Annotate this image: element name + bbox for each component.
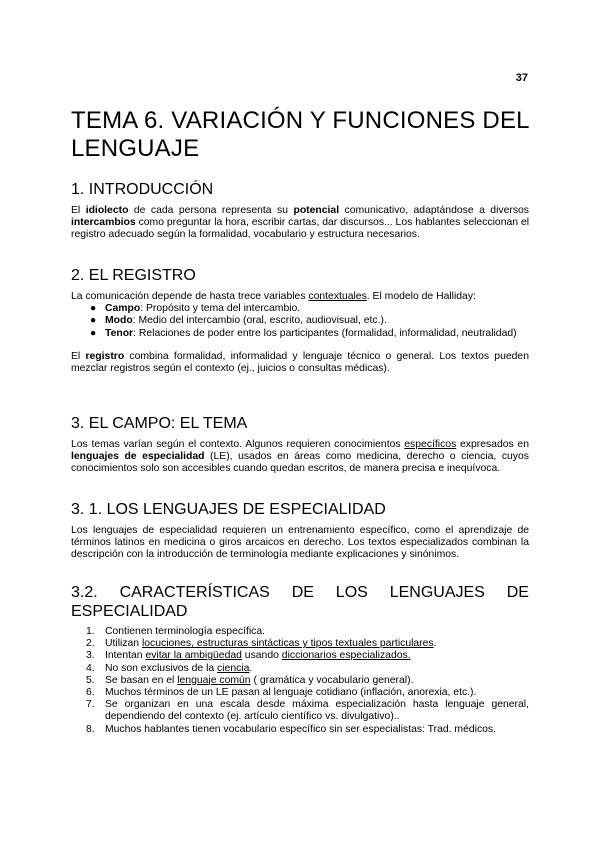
list-number: 5. (86, 674, 95, 686)
section-heading-line-1 (71, 583, 529, 602)
text-run: ( gramática y vocabulario general). (250, 674, 414, 686)
text-run: Utilizan (105, 638, 142, 650)
heading-word: DE (506, 584, 529, 601)
text-run: combina formalidad, informalidad y lenguaje técnico o general. Los textos pueden mezclar registros según el contexto (ej., juicios o consultas médicas). (71, 350, 529, 375)
list-item-text (105, 303, 300, 314)
underlined-term: diccionarios especializados. (281, 650, 411, 662)
text-run: usando (241, 650, 282, 662)
bold-term: Modo (105, 315, 133, 327)
list-item (71, 724, 529, 736)
bold-term: idiolecto (85, 205, 129, 216)
text-run: expresados en (456, 439, 529, 450)
underlined-term: contextuales (308, 291, 367, 302)
bullet-marker: ● (90, 315, 97, 327)
text-run: . (249, 662, 253, 674)
list-item-text (105, 687, 476, 698)
bullet-marker: ● (90, 327, 97, 339)
section-heading: 1. INTRODUCCIÓN (71, 181, 214, 198)
heading-word: DE (291, 584, 314, 601)
text-run: No son exclusivos de la (105, 662, 218, 674)
text-run: Muchos hablantes tienen vocabulario específico sin ser especialistas: Trad. médicos. (105, 723, 497, 735)
text-run: Se basan en el (105, 674, 178, 686)
text-run: El (71, 205, 86, 216)
text-run: comunicativo, adaptándose a diversos (339, 205, 530, 216)
section-introduccion (71, 180, 529, 242)
section-heading-line-2: ESPECIALIDAD (71, 603, 188, 620)
heading-word: LOS (335, 584, 368, 601)
text-run: Los lenguajes de especialidad requieren un entrenamiento específico, como el aprendizaje de términos latinos en medicina o giros arcaicos en derecho. Los textos especializados combinan la descripción con la introducción de terminología mediante explicaciones y sinónimos. (71, 525, 529, 561)
paragraph (71, 205, 529, 242)
text-run: Los temas varían según el contexto. Algunos requieren conocimientos (71, 439, 405, 450)
bullet-marker: ● (90, 303, 97, 315)
paragraph (71, 351, 529, 375)
section-heading: 2. EL REGISTRO (71, 267, 196, 284)
list-number: 4. (86, 662, 95, 674)
characteristics-list (71, 626, 529, 736)
text-run: Se organizan en una escala desde máxima especialización hasta lenguaje general, dependiendo del contexto (ej. artículo científico vs. divulgativo).. (105, 699, 529, 723)
list-item-text (105, 315, 387, 326)
heading-word: LENGUAJES (389, 584, 485, 601)
section-heading: 3. EL CAMPO: EL TEMA (71, 415, 248, 432)
list-item-text (105, 663, 252, 674)
halliday-variable-list (71, 303, 529, 340)
text-run: como preguntar la hora, escribir cartas, dar discursos... Los hablantes seleccionan el registro adecuado según la formalidad, vocabulario y estructura necesarios. (71, 217, 529, 241)
section-heading: 3. 1. LOS LENGUAJES DE ESPECIALIDAD (71, 501, 386, 518)
text-run: Contienen terminología específica. (105, 626, 265, 637)
text-run: El (71, 350, 86, 362)
section-campo-tema (71, 414, 529, 476)
bold-term: potencial (293, 205, 340, 216)
list-item (71, 675, 529, 687)
paragraph (71, 525, 529, 562)
underlined-term: ciencia (217, 662, 250, 674)
text-run: : Propósito y tema del intercambio. (140, 303, 301, 315)
list-item (71, 638, 529, 650)
section-registro (71, 266, 529, 375)
text-run: . (433, 638, 437, 650)
bold-term: Tenor (105, 327, 134, 339)
text-run: (LE), usados en áreas como medicina, derecho o ciencia, cuyos conocimientos solo son accesibles cuando quedan escritos, de manera precisa e inequívoca. (71, 451, 529, 475)
text-run: . El modelo de Halliday: (366, 291, 476, 302)
section-lenguajes-especialidad (71, 500, 529, 562)
list-item (71, 699, 529, 723)
paragraph (71, 291, 529, 303)
list-item-text (105, 626, 265, 637)
page-number: 37 (515, 72, 528, 84)
list-item (71, 328, 529, 340)
heading-word: CARACTERÍSTICAS (119, 584, 270, 601)
text-run: : Relaciones de poder entre los participantes (formalidad, informalidad, neutralidad) (133, 327, 517, 339)
list-item-text (105, 724, 496, 735)
heading-word: 3.2. (71, 584, 98, 601)
list-item (71, 315, 529, 327)
list-item-text (105, 328, 517, 339)
list-item-text (105, 675, 413, 686)
text-run: de cada persona representa su (128, 205, 294, 216)
section-caracteristicas (71, 583, 529, 736)
bold-term: lenguajes de especialidad (71, 451, 205, 463)
text-run: : Medio del intercambio (oral, escrito, audiovisual, etc.). (132, 315, 387, 327)
bold-term: intercambios (71, 217, 136, 229)
list-item-text (105, 650, 411, 661)
list-number: 2. (86, 638, 95, 650)
list-item (71, 687, 529, 699)
chapter-title: TEMA 6. VARIACIÓN Y FUNCIONES DEL LENGUAJE (71, 107, 529, 162)
bold-term: Campo (105, 303, 141, 315)
underlined-term: evitar la ambigüedad (145, 650, 242, 662)
list-item (71, 303, 529, 315)
text-run: La comunicación depende de hasta trece variables (71, 291, 309, 302)
bold-term: registro (85, 350, 125, 362)
paragraph (71, 439, 529, 476)
list-number: 1. (86, 626, 95, 637)
list-item (71, 663, 529, 675)
list-number: 6. (86, 687, 95, 699)
underlined-term: lenguaje común (177, 674, 251, 686)
list-item-text (105, 699, 529, 722)
text-run: Intentan (105, 650, 146, 662)
list-number: 8. (86, 723, 95, 735)
list-item (71, 626, 529, 638)
underlined-term: específicos (404, 439, 457, 450)
list-item (71, 650, 529, 662)
list-number: 7. (86, 699, 95, 711)
section-heading (71, 583, 529, 621)
list-item-text (105, 638, 437, 649)
underlined-term: locuciones, estructuras sintácticas y tipos textuales particulares (141, 638, 434, 650)
list-number: 3. (86, 650, 95, 662)
text-run: Muchos términos de un LE pasan al lenguaje cotidiano (inflación, anorexia, etc.). (105, 687, 477, 699)
